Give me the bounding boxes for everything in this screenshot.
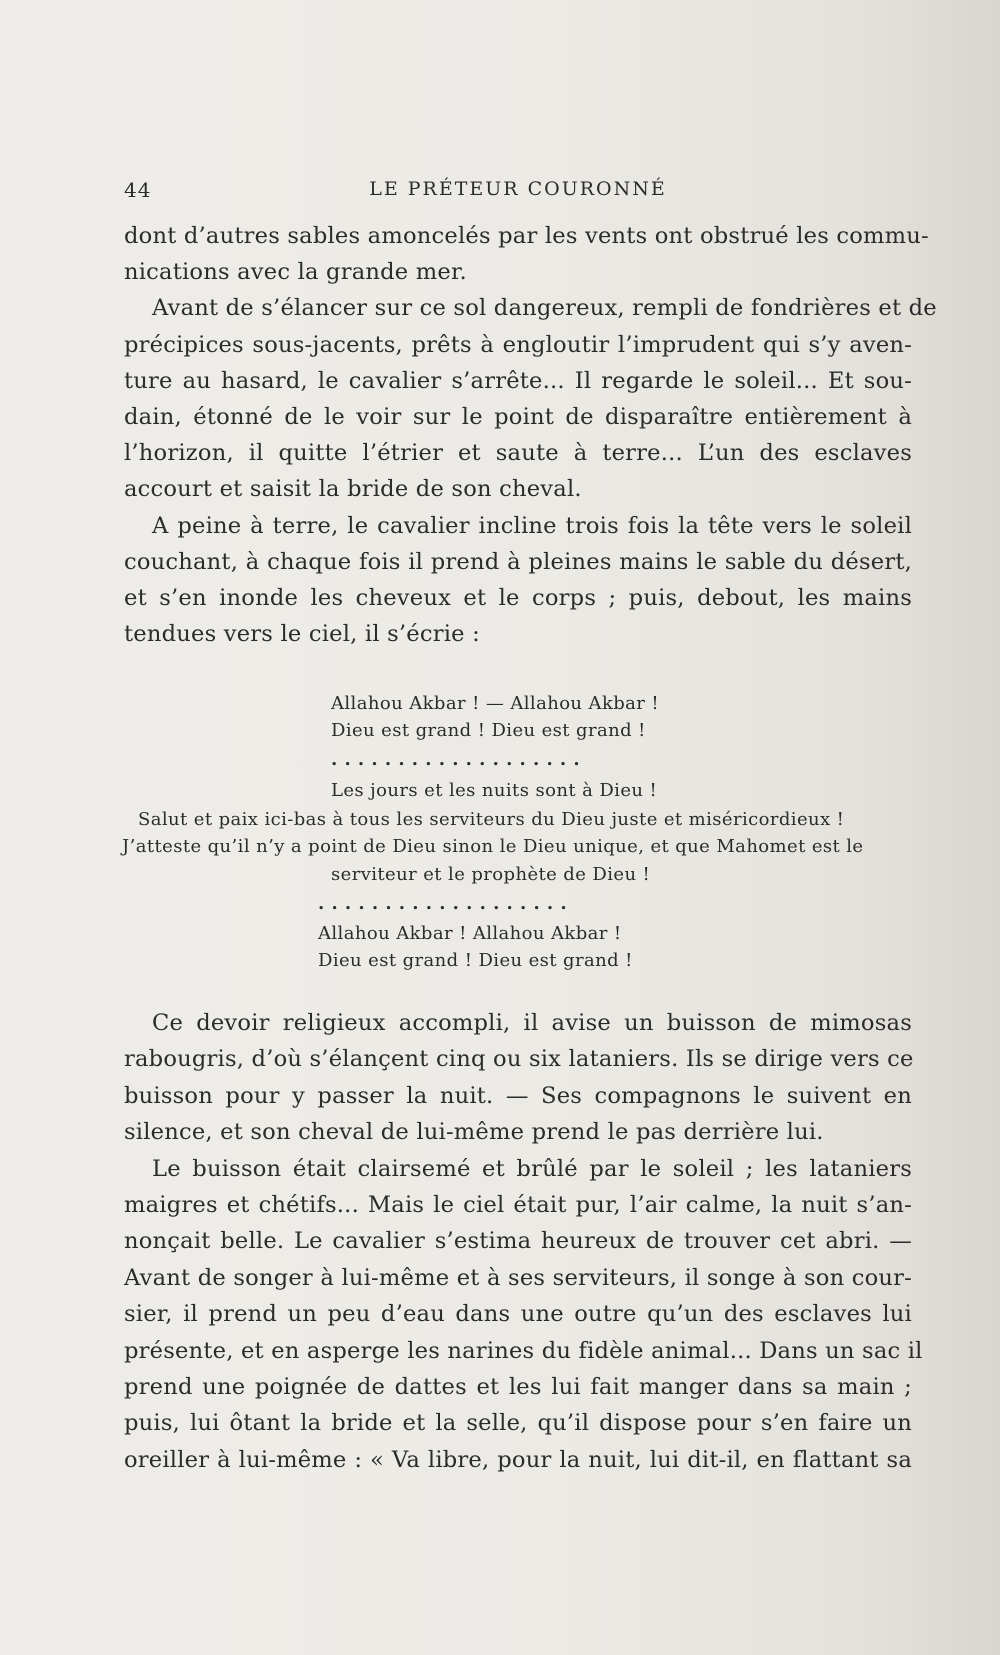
text-line: accourt et saisit la bride de son cheval. (124, 476, 582, 503)
ellipsis-row: ................... (331, 749, 587, 770)
text-line: ture au hasard, le cavalier s’arrête... Il regarde le soleil... Et sou- (124, 367, 912, 394)
text-line: Ce devoir religieux accompli, il avise un buisson de mimosas (152, 1010, 912, 1036)
text-line: Avant de s’élancer sur ce sol dangereux, rempli de fondrières et de (152, 295, 937, 322)
text-line: sier, il prend un peu d’eau dans une outre qu’un des esclaves lui (124, 1301, 912, 1328)
text-line: nications avec la grande mer. (124, 259, 467, 286)
text-line: A peine à terre, le cavalier incline trois fois la tête vers le soleil (152, 512, 912, 539)
text-line: nonçait belle. Le cavalier s’estima heureux de trouver cet abri. — (124, 1228, 912, 1255)
verse-line: Dieu est grand ! Dieu est grand ! (318, 950, 633, 971)
text-line: Avant de songer à lui-même et à ses serviteurs, il songe à son cour- (124, 1264, 912, 1291)
verse-line: Salut et paix ici-bas à tous les serviteurs du Dieu juste et miséricordieux ! (138, 809, 845, 830)
page-number: 44 (124, 178, 152, 202)
text-line: l’horizon, il quitte l’étrier et saute à terre... L’un des esclaves (124, 440, 912, 467)
text-line: précipices sous-jacents, prêts à engloutir l’imprudent qui s’y aven- (124, 331, 912, 358)
text-line: puis, lui ôtant la bride et la selle, qu’il dispose pour s’en faire un (124, 1410, 912, 1437)
text-line: maigres et chétifs... Mais le ciel était pur, l’air calme, la nuit s’an- (124, 1191, 912, 1218)
text-line: oreiller à lui-même : « Va libre, pour la nuit, lui dit-il, en flattant sa (124, 1446, 912, 1473)
ellipsis-row: ................... (318, 893, 574, 914)
text-line: dain, étonné de le voir sur le point de disparaître entièrement à (124, 403, 912, 430)
text-line: Le buisson était clairsemé et brûlé par le soleil ; les lataniers (152, 1155, 912, 1182)
text-line: tendues vers le ciel, il s’écrie : (124, 621, 480, 648)
text-line: prend une poignée de dattes et les lui fait manger dans sa main ; (124, 1373, 912, 1400)
text-line: silence, et son cheval de lui-même prend le pas derrière lui. (124, 1119, 824, 1146)
page-header (124, 178, 912, 208)
verse-line: Allahou Akbar ! — Allahou Akbar ! (331, 693, 660, 714)
text-line: dont d’autres sables amoncelés par les vents ont obstrué les commu- (124, 223, 929, 249)
text-line: couchant, à chaque fois il prend à pleines mains le sable du désert, (124, 548, 912, 575)
verse-line: serviteur et le prophète de Dieu ! (331, 864, 651, 885)
text-line: et s’en inonde les cheveux et le corps ; puis, debout, les mains (124, 584, 912, 611)
running-title: LE PRÉTEUR COURONNÉ (369, 178, 667, 200)
text-line: présente, et en asperge les narines du fidèle animal... Dans un sac il (124, 1337, 923, 1364)
text-line: buisson pour y passer la nuit. — Ses compagnons le suivent en (124, 1082, 912, 1109)
text-block-bottom (124, 1005, 923, 1478)
text-line: rabougris, d’où s’élançent cinq ou six lataniers. Ils se dirige vers ce (124, 1046, 914, 1073)
verse-line: Allahou Akbar ! Allahou Akbar ! (318, 923, 622, 944)
verse-line: Dieu est grand ! Dieu est grand ! (331, 720, 646, 741)
verse-line: Les jours et les nuits sont à Dieu ! (331, 780, 658, 801)
text-block-top (124, 218, 937, 652)
verse-line: J’atteste qu’il n’y a point de Dieu sinon le Dieu unique, et que Mahomet est le (122, 836, 864, 857)
